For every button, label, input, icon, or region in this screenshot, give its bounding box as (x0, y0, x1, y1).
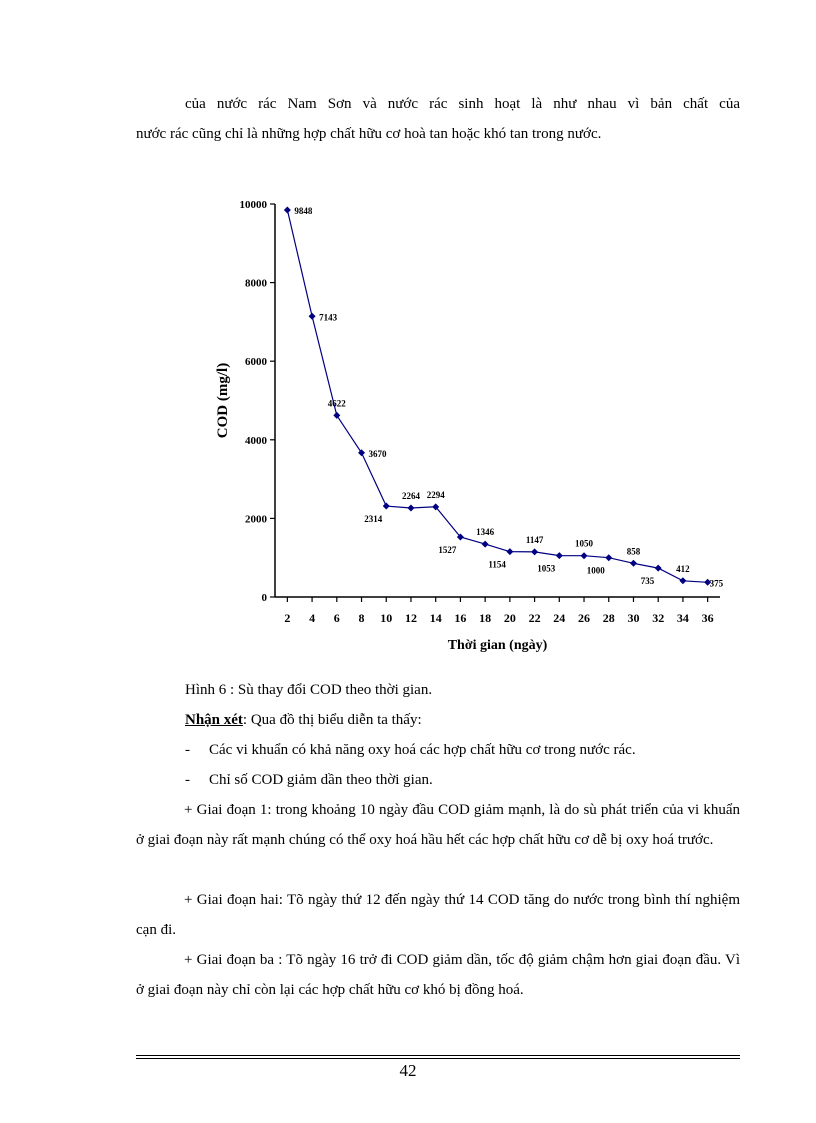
y-tick-label: 6000 (245, 356, 267, 369)
x-tick-label: 20 (503, 611, 516, 625)
data-label: 2264 (401, 491, 420, 502)
x-tick-label: 6 (333, 611, 340, 625)
data-label: 858 (626, 546, 641, 557)
y-tick-label: 2000 (245, 513, 267, 526)
bullet-marker: - (185, 772, 190, 788)
x-tick-label: 18 (479, 611, 492, 625)
data-point (407, 505, 414, 512)
bullet-item (185, 770, 433, 790)
bullet-marker: - (185, 742, 190, 758)
y-axis-title: COD (mg/l) (215, 362, 231, 439)
data-point (556, 552, 563, 559)
x-tick-label: 36 (701, 611, 714, 625)
x-tick-label: 16 (454, 611, 467, 625)
cod-chart (205, 190, 725, 660)
figure-caption: Hình 6 : Sù thay đổi COD theo thời gian. (185, 682, 433, 698)
stage-3-paragraph: + Giai đoạn ba : Tõ ngày 16 trở đi COD giảm dần, tốc độ giảm chậm hơn giai đoạn đầu. Vì ở giai đoạn này chỉ còn lại các hợp chất hữu cơ khó bị đồng hoá. (136, 952, 740, 998)
data-point (482, 541, 489, 548)
data-label: 412 (676, 563, 690, 574)
data-point (630, 560, 637, 567)
x-tick-label: 10 (380, 611, 393, 625)
y-tick-label: 4000 (245, 434, 267, 447)
x-tick-label: 28 (602, 611, 615, 625)
remark-label: Nhận xét (185, 712, 243, 728)
x-tick-label: 2 (284, 611, 291, 625)
data-point (679, 577, 686, 584)
data-point (581, 552, 588, 559)
x-tick-label: 8 (358, 611, 365, 625)
data-label: 375 (709, 578, 724, 589)
x-tick-label: 26 (578, 611, 591, 625)
y-tick-label: 0 (261, 592, 267, 604)
data-label: 1527 (438, 544, 457, 555)
bullet-text: Chỉ số COD giảm dần theo thời gian. (209, 772, 433, 788)
data-label: 1154 (488, 559, 506, 570)
y-tick-label: 8000 (245, 277, 267, 290)
data-point (605, 554, 612, 561)
stage-1-paragraph: + Giai đoạn 1: trong khoảng 10 ngày đầu COD giảm mạnh, là do sù phát triển của vi khuẩn ở giai đoạn này rất mạnh chúng có thể oxy hoá hầu hết các hợp chất hữu cơ dễ bị oxy hoá trước. (136, 802, 740, 848)
data-label: 2314 (364, 514, 383, 525)
footer-rule (136, 1055, 740, 1056)
y-tick-label: 10000 (239, 199, 267, 211)
intro-line-1: của nước rác Nam Sơn và nước rác sinh hoạt là như nhau vì bản chất của (185, 96, 740, 112)
x-tick-label: 12 (404, 611, 417, 625)
bullet-item (185, 740, 636, 760)
data-label: 735 (640, 576, 655, 587)
x-tick-label: 4 (309, 611, 316, 625)
x-tick-label: 22 (528, 611, 541, 625)
intro-line-2: nước rác cũng chỉ là những hợp chất hữu cơ hoà tan hoặc khó tan trong nước. (136, 126, 602, 142)
stage-2-paragraph: + Giai đoạn hai: Tõ ngày thứ 12 đến ngày thứ 14 COD tăng do nước trong bình thí nghiệm cạn đi. (136, 892, 740, 938)
x-tick-label: 34 (676, 611, 689, 625)
x-tick-label: 14 (429, 611, 442, 625)
data-label: 1346 (476, 527, 495, 538)
data-point (531, 548, 538, 555)
x-axis-title: Thời gian (ngày) (447, 638, 548, 653)
x-tick-label: 24 (553, 611, 566, 625)
data-point (284, 206, 291, 213)
data-label: 7143 (319, 312, 338, 323)
data-label: 2294 (426, 489, 445, 500)
data-point (383, 503, 390, 510)
footer-rule (136, 1058, 740, 1059)
data-label: 9848 (294, 205, 313, 216)
x-tick-label: 30 (627, 611, 640, 625)
remark-line (185, 710, 422, 730)
data-label: 1050 (575, 538, 594, 549)
page-number: 42 (399, 1061, 417, 1080)
data-point (333, 412, 340, 419)
data-point (358, 449, 365, 456)
data-label: 1053 (537, 563, 556, 574)
data-point (309, 313, 316, 320)
data-label: 3670 (368, 448, 387, 459)
series-line (287, 210, 707, 582)
data-label: 1000 (586, 565, 605, 576)
data-label: 1147 (525, 534, 544, 545)
bullet-text: Các vi khuẩn có khả năng oxy hoá các hợp chất hữu cơ trong nước rác. (209, 742, 636, 758)
data-point (655, 565, 662, 572)
data-label: 4622 (327, 398, 346, 409)
x-tick-label: 32 (652, 611, 665, 625)
data-point (506, 548, 513, 555)
remark-text: : Qua đồ thị biểu diễn ta thấy: (242, 712, 422, 728)
